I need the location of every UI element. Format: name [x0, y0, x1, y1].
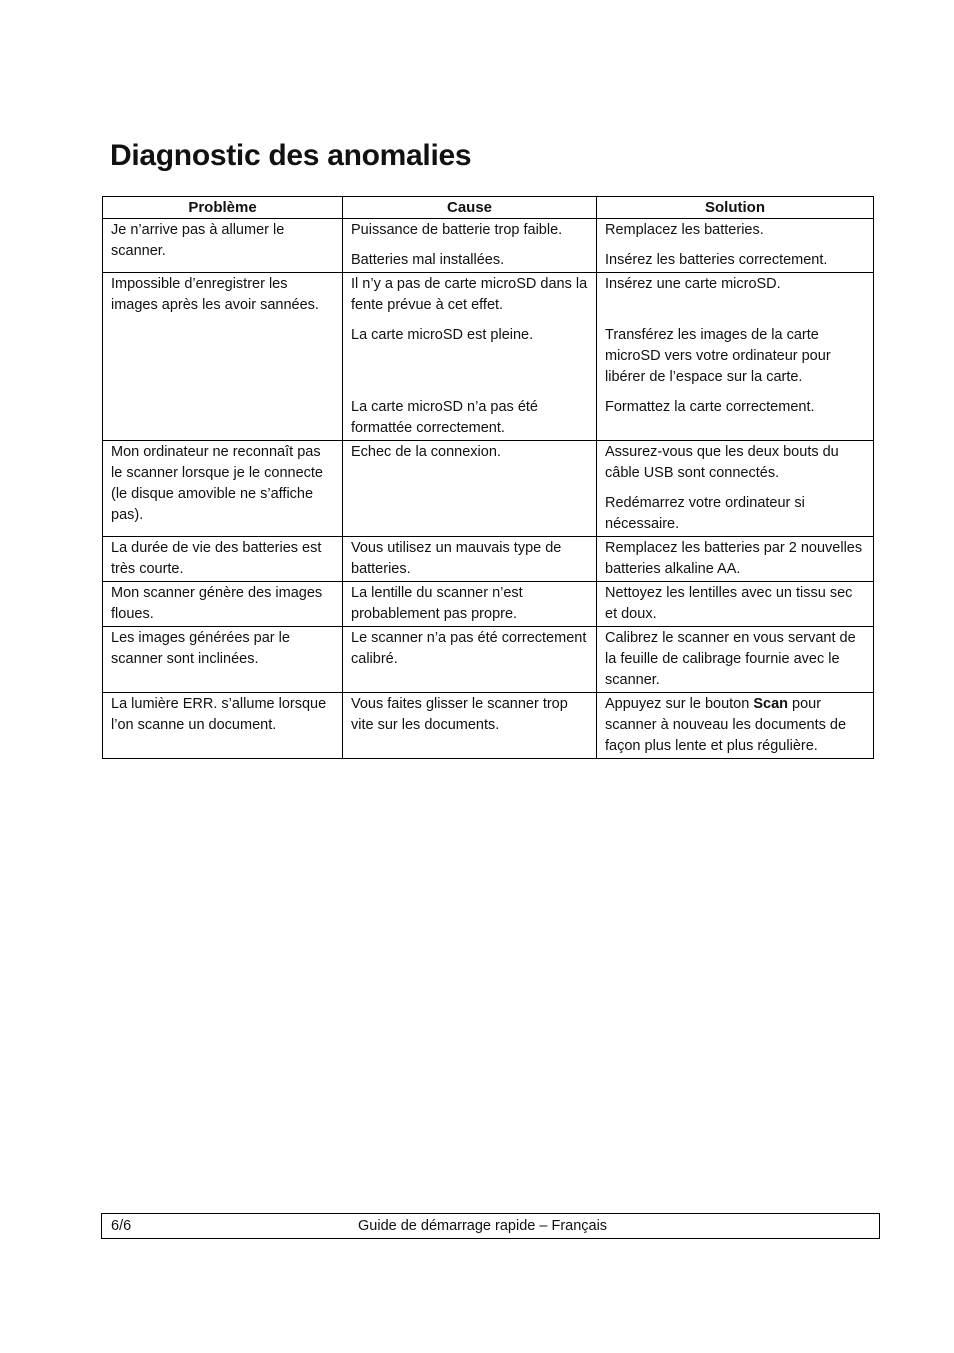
- cause-text: Echec de la connexion.: [351, 444, 501, 460]
- table-row: [103, 537, 874, 582]
- table-row: [103, 441, 874, 537]
- table-row: [103, 582, 874, 627]
- cause-text: La carte microSD est pleine.: [351, 327, 534, 343]
- solution-cell: [597, 219, 874, 273]
- scan-button-label: Scan: [753, 696, 788, 712]
- cause-text: Puissance de batterie trop faible.: [351, 222, 563, 238]
- problem-cell: [103, 219, 343, 273]
- solution-text: [605, 694, 865, 757]
- table-row: [103, 693, 874, 759]
- solution-text-after: pour scanner à nouveau les documents de façon plus lente et plus régulière.: [605, 696, 847, 754]
- solution-text-before: Appuyez sur le bouton: [605, 696, 754, 712]
- problem-text: Les images générées par le scanner sont inclinées.: [111, 630, 290, 667]
- solution-text: Remplacez les batteries par 2 nouvelles batteries alkaline AA.: [605, 540, 863, 577]
- solution-text: Insérez les batteries correctement.: [605, 252, 828, 268]
- page-number: 6/6: [111, 1218, 132, 1234]
- problem-cell: [103, 273, 343, 441]
- solution-cell: [597, 582, 874, 627]
- page-title: Diagnostic des anomalies: [110, 139, 472, 172]
- problem-text: La durée de vie des batteries est très courte.: [111, 540, 322, 577]
- problem-text: Je n’arrive pas à allumer le scanner.: [111, 222, 285, 259]
- solution-text: Insérez une carte microSD.: [605, 276, 781, 292]
- solution-text: Calibrez le scanner en vous servant de la feuille de calibrage fournie avec le scanner.: [605, 630, 856, 688]
- table-row: [103, 273, 874, 441]
- page-footer: [101, 1213, 880, 1239]
- cause-cell: [343, 582, 597, 627]
- header-cause: Cause: [343, 197, 597, 219]
- problem-cell: [103, 627, 343, 693]
- solution-cell: [597, 537, 874, 582]
- problem-text: La lumière ERR. s’allume lorsque l’on scanne un document.: [111, 696, 327, 733]
- solution-text: Redémarrez votre ordinateur si nécessaire.: [605, 495, 805, 532]
- cause-text: Vous utilisez un mauvais type de batteries.: [351, 540, 562, 577]
- header-solution: Solution: [597, 197, 874, 219]
- cause-cell: [343, 537, 597, 582]
- cause-cell: [343, 219, 597, 273]
- cause-cell: [343, 693, 597, 759]
- solution-text: Formattez la carte correctement.: [605, 399, 815, 415]
- cause-text: La lentille du scanner n’est probablement pas propre.: [351, 585, 523, 622]
- solution-cell: [597, 627, 874, 693]
- table-row: [103, 627, 874, 693]
- solution-text: Assurez-vous que les deux bouts du câble USB sont connectés.: [605, 444, 839, 481]
- cause-text: Batteries mal installées.: [351, 252, 505, 268]
- cause-text: Il n’y a pas de carte microSD dans la fente prévue à cet effet.: [351, 276, 588, 313]
- solution-cell: [597, 441, 874, 537]
- problem-text: Impossible d’enregistrer les images après les avoir sannées.: [111, 276, 319, 313]
- problem-text: Mon ordinateur ne reconnaît pas le scanner lorsque je le connecte (le disque amovible ne s’affiche pas).: [111, 444, 323, 523]
- cause-text: Le scanner n’a pas été correctement calibré.: [351, 630, 587, 667]
- cause-text: Vous faites glisser le scanner trop vite sur les documents.: [351, 696, 568, 733]
- problem-cell: [103, 537, 343, 582]
- problem-cell: [103, 582, 343, 627]
- table-row: [103, 219, 874, 273]
- table-header-row: [103, 197, 874, 219]
- problem-cell: [103, 693, 343, 759]
- solution-cell: [597, 693, 874, 759]
- solution-cell: [597, 273, 874, 441]
- troubleshooting-table: [102, 196, 874, 759]
- problem-text: Mon scanner génère des images floues.: [111, 585, 323, 622]
- solution-text: Remplacez les batteries.: [605, 222, 764, 238]
- footer-title: Guide de démarrage rapide – Français: [358, 1218, 608, 1234]
- problem-cell: [103, 441, 343, 537]
- solution-text: Nettoyez les lentilles avec un tissu sec et doux.: [605, 585, 853, 622]
- cause-text: La carte microSD n’a pas été formattée correctement.: [351, 399, 538, 436]
- header-problem: Problème: [103, 197, 343, 219]
- cause-cell: [343, 273, 597, 441]
- cause-cell: [343, 441, 597, 537]
- cause-cell: [343, 627, 597, 693]
- solution-text: Transférez les images de la carte microSD vers votre ordinateur pour libérer de l’espace sur la carte.: [605, 327, 831, 385]
